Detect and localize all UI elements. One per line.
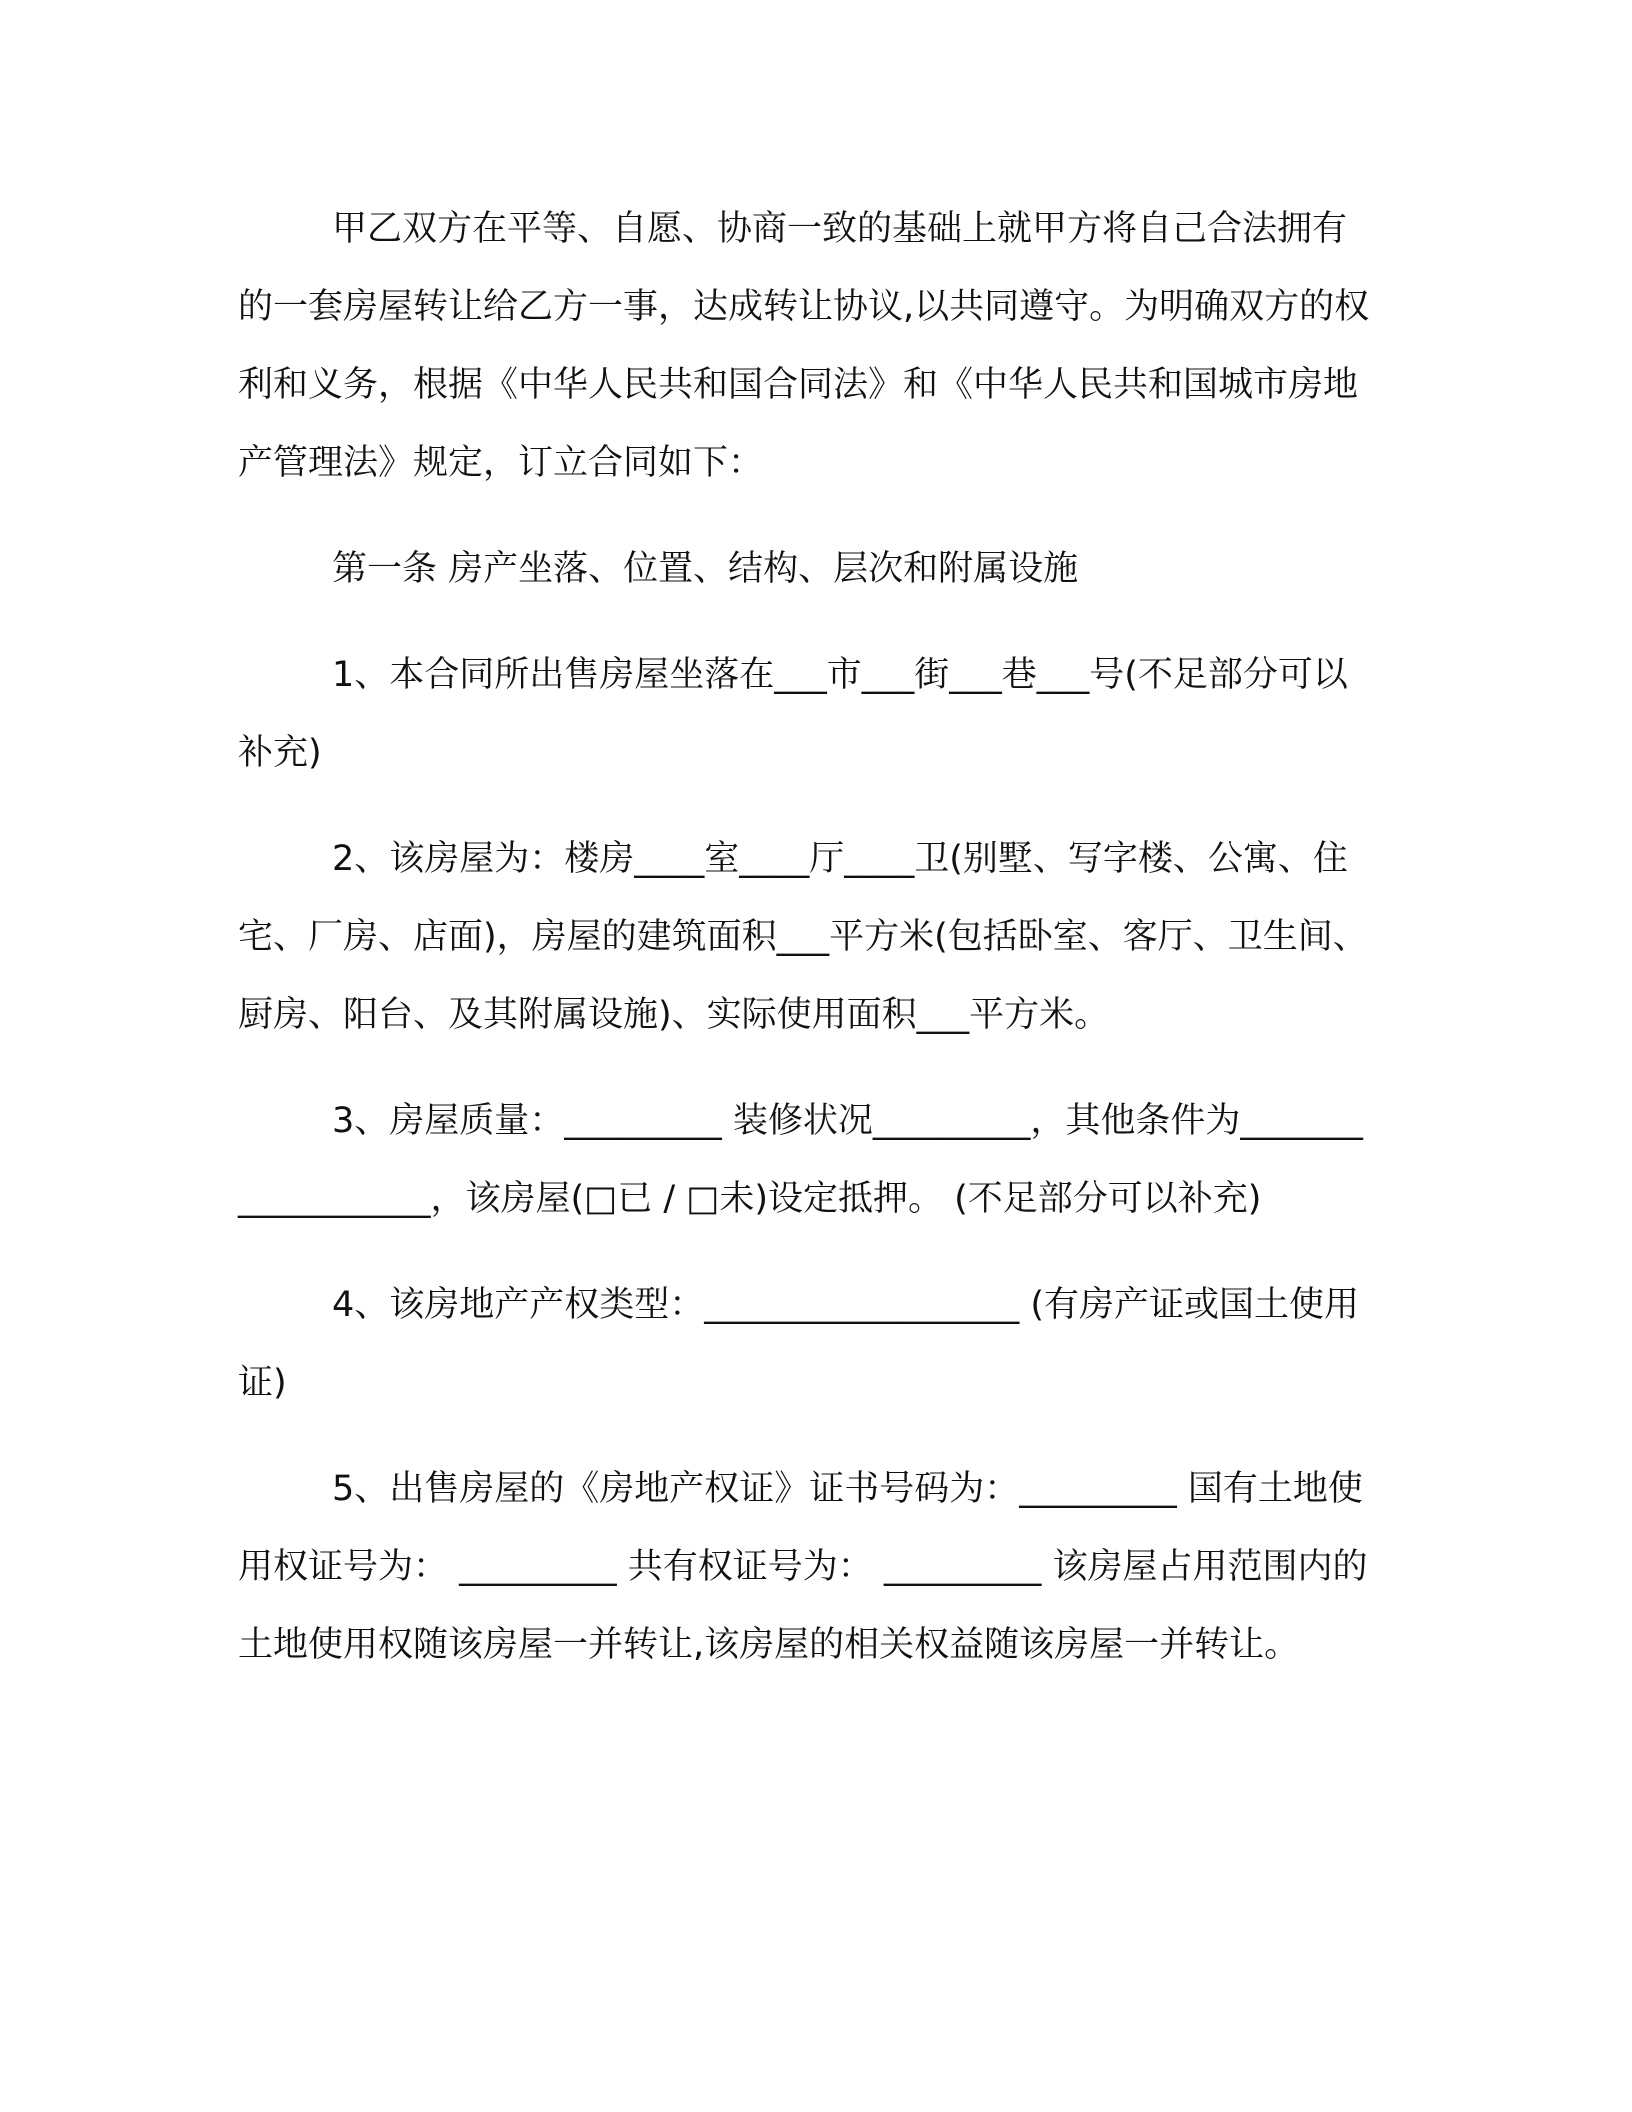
document-page <box>238 190 1378 1712</box>
intro-paragraph: 甲乙双方在平等、自愿、协商一致的基础上就甲方将自己合法拥有的一套房屋转让给乙方一事，达成转让协议,以共同遵守。为明确双方的权利和义务，根据《中华人民共和国合同法》和《中华人民共和国城市房地产管理法》规定，订立合同如下： <box>238 209 1370 483</box>
clause-1: 1、本合同所出售房屋坐落在___市___街___巷___号(不足部分可以补充) <box>238 655 1348 773</box>
clause-3: 3、房屋质量：_________ 装修状况_________，其他条件为__________________，该房屋(□已 / □未)设定抵押。 (不足部分可以补充) <box>238 1101 1363 1219</box>
clause-2: 2、该房屋为：楼房____室____厅____卫(别墅、写字楼、公寓、住宅、厂房、店面)，房屋的建筑面积___平方米(包括卧室、客厅、卫生间、厨房、阳台、及其附属设施)、实际使用面积___平方米。 <box>238 839 1368 1035</box>
clause-5: 5、出售房屋的《房地产权证》证书号码为：_________ 国有土地使用权证号为： _________ 共有权证号为： _________ 该房屋占用范围内的土地使用权随该房屋一并转让,该房屋的相关权益随该房屋一并转让。 <box>238 1469 1368 1665</box>
clause-4: 4、该房地产产权类型：__________________ (有房产证或国土使用证) <box>238 1285 1360 1403</box>
article-1-heading: 第一条 房产坐落、位置、结构、层次和附属设施 <box>332 549 1079 589</box>
